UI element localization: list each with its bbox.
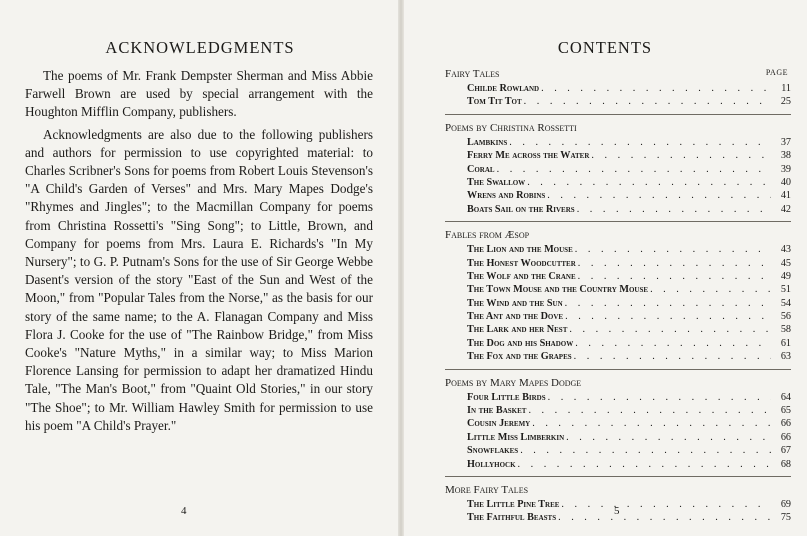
toc-entry	[445, 431, 791, 444]
dot-leader	[591, 149, 771, 162]
toc-entry	[445, 310, 791, 323]
toc-entry-title: Coral	[467, 163, 495, 175]
toc-section-heading: Poems by Mary Mapes Dodge	[445, 376, 582, 389]
toc-entry-page: 37	[780, 136, 791, 148]
toc-entry-page: 41	[780, 190, 791, 202]
toc-entry-page: 38	[780, 150, 791, 162]
dot-leader	[520, 444, 771, 457]
toc-entry-title: Childe Rowland	[467, 83, 540, 94]
toc-entry-page: 64	[780, 391, 791, 403]
toc-entry-page: 67	[780, 445, 791, 457]
toc-entry-title: Four Little Birds	[467, 391, 546, 403]
page-column-label: PAGE	[765, 68, 788, 77]
toc-entry	[445, 95, 791, 108]
dot-leader	[566, 431, 771, 444]
toc-entry-page: 63	[780, 351, 791, 363]
toc-entry-page: 69	[780, 498, 791, 510]
dot-leader	[548, 391, 771, 404]
toc-entry-title: Tom Tit Tot	[467, 96, 522, 108]
dot-leader	[558, 511, 771, 524]
dot-leader	[575, 337, 771, 350]
toc-section-heading: Poems by Christina Rossetti	[445, 121, 577, 134]
toc-entry-title: The Faithful Beasts	[467, 512, 557, 524]
dot-leader	[509, 136, 771, 149]
toc-entry-page: 58	[780, 324, 791, 336]
toc-entry	[445, 458, 791, 471]
toc-entry	[445, 163, 791, 176]
toc-entry-title: The Lark and her Nest	[467, 324, 568, 336]
toc-entry-title: In the Basket	[467, 405, 527, 417]
dot-leader	[569, 323, 771, 336]
toc-entry	[445, 203, 791, 216]
acknowledgments-paragraph: Acknowledgments are also due to the following publishers and authors for permission to use copyrighted material: to Charles Scribner's Sons for poems from Robert Louis Stevenson's "A Child's Garden of Verses" and Mrs. Mary Mapes Dodge's "Rhymes and Jingles"; to the Macmillan Company for poems from Christina Rossetti's "Sing Song"; to Little, Brown, and Company for poems from Mrs. Laura E. Richards's "In My Nursery"; to G. P. Putnam's Sons for the use of Sir George Webbe Dasent's version of the story "East of the Sun and West of the Moon," from "Popular Tales from the Norse," as the basis for our story of the same name; to the A. Flanagan Company and Miss Flora J. Cooke for the use of "The Rainbow Bridge," from Miss Cooke's "Nature Myths," in a similar way; to Miss Marion Florence Lansing for permission to adapt her dramatized Hindu Tale, "The Man's Boot," from "Quaint Old Stories," in our story "The Shoe"; to Mr. William Hawley Smith for permission to use his poem "A Child's Prayer."	[25, 126, 373, 433]
toc-entry-page: 61	[780, 337, 791, 349]
toc-entry-page: 75	[780, 512, 791, 524]
toc-section	[445, 376, 791, 471]
toc-entry-title: Little Miss Limberkin	[467, 431, 565, 443]
toc-entry-title: The Lion and the Mouse	[467, 244, 573, 256]
toc-section	[445, 483, 791, 525]
section-divider	[445, 114, 791, 115]
table-of-contents	[445, 67, 791, 525]
toc-entry-title: The Wind and the Sun	[467, 297, 563, 309]
toc-entry-page: 43	[780, 244, 791, 256]
dot-leader	[541, 82, 771, 95]
toc-entry-title: The Wolf and the Crane	[467, 270, 576, 282]
toc-entry-page: 42	[780, 203, 791, 215]
toc-entry-title: The Dog and his Shadow	[467, 337, 574, 349]
toc-entry-page: 68	[780, 458, 791, 470]
toc-entry	[445, 297, 791, 310]
toc-entry	[445, 444, 791, 457]
toc-entry	[445, 350, 791, 363]
toc-entry-page: 49	[780, 270, 791, 282]
toc-entry	[445, 149, 791, 162]
toc-entry-title: Lambkins	[467, 136, 508, 148]
toc-entry-page: 54	[780, 297, 791, 309]
toc-entry	[445, 283, 791, 296]
toc-entry	[445, 257, 791, 270]
section-divider	[445, 476, 791, 477]
dot-leader	[547, 189, 771, 202]
toc-entry-title: Hollyhock	[467, 458, 516, 470]
dot-leader	[527, 176, 771, 189]
toc-entry-title: The Ant and the Dove	[467, 311, 564, 323]
toc-entry-page: 45	[780, 257, 791, 269]
page-number: 4	[181, 505, 187, 517]
toc-entry	[445, 270, 791, 283]
contents-title: CONTENTS	[557, 38, 653, 57]
toc-entry-title: Wrens and Robins	[467, 190, 546, 202]
toc-entry-page: 56	[780, 311, 791, 323]
dot-leader	[565, 310, 771, 323]
toc-entry	[445, 176, 791, 189]
dot-leader	[578, 257, 771, 270]
section-divider	[445, 221, 791, 222]
dot-leader	[565, 297, 771, 310]
toc-entry-page: 11	[781, 83, 791, 94]
toc-entry-page: 39	[780, 163, 791, 175]
toc-entry-page: 40	[780, 176, 791, 188]
toc-entry-page: 66	[780, 431, 791, 443]
toc-entry	[445, 323, 791, 336]
dot-leader	[561, 498, 771, 511]
toc-section-heading: More Fairy Tales	[445, 483, 529, 496]
toc-entry-title: The Swallow	[467, 176, 526, 188]
toc-section-heading: Fairy Tales	[445, 68, 500, 80]
dot-leader	[532, 417, 771, 430]
toc-entry	[445, 417, 791, 430]
toc-section	[445, 67, 791, 109]
toc-entry-title: Ferry Me across the Water	[467, 150, 590, 162]
dot-leader	[497, 163, 771, 176]
toc-section	[445, 228, 791, 364]
toc-entry-title: The Honest Woodcutter	[467, 257, 576, 269]
acknowledgments-body	[25, 67, 373, 435]
toc-entry-title: The Fox and the Grapes	[467, 351, 572, 363]
section-divider	[445, 369, 791, 370]
acknowledgments-title: ACKNOWLEDGMENTS	[105, 38, 295, 57]
toc-entry-title: Snowflakes	[467, 445, 519, 457]
dot-leader	[518, 458, 771, 471]
toc-entry	[445, 337, 791, 350]
toc-section-heading: Fables from Æsop	[445, 229, 530, 242]
toc-entry	[445, 189, 791, 202]
dot-leader	[574, 350, 771, 363]
dot-leader	[577, 203, 771, 216]
acknowledgments-paragraph: The poems of Mr. Frank Dempster Sherman and Miss Abbie Farwell Brown are used by special arrangement with the Houghton Mifflin Company, publishers.	[25, 68, 373, 120]
dot-leader	[650, 283, 771, 296]
toc-entry	[445, 136, 791, 149]
left-page	[0, 0, 400, 536]
right-page	[403, 0, 807, 536]
page-number: 5	[614, 505, 620, 517]
dot-leader	[575, 243, 771, 256]
toc-entry-title: Cousin Jeremy	[467, 418, 531, 430]
toc-entry	[445, 404, 791, 417]
dot-leader	[578, 270, 771, 283]
toc-entry-title: The Little Pine Tree	[467, 498, 560, 510]
toc-entry-title: The Town Mouse and the Country Mouse	[467, 284, 649, 296]
toc-entry-page: 66	[780, 418, 791, 430]
toc-entry-page: 25	[780, 96, 791, 108]
toc-entry-page: 51	[780, 284, 791, 296]
dot-leader	[528, 404, 771, 417]
toc-entry-title: Boats Sail on the Rivers	[467, 203, 575, 215]
toc-entry-page: 65	[780, 405, 791, 417]
toc-entry	[445, 243, 791, 256]
toc-entry	[445, 82, 791, 95]
toc-section	[445, 121, 791, 216]
toc-entry	[445, 391, 791, 404]
dot-leader	[524, 95, 771, 108]
